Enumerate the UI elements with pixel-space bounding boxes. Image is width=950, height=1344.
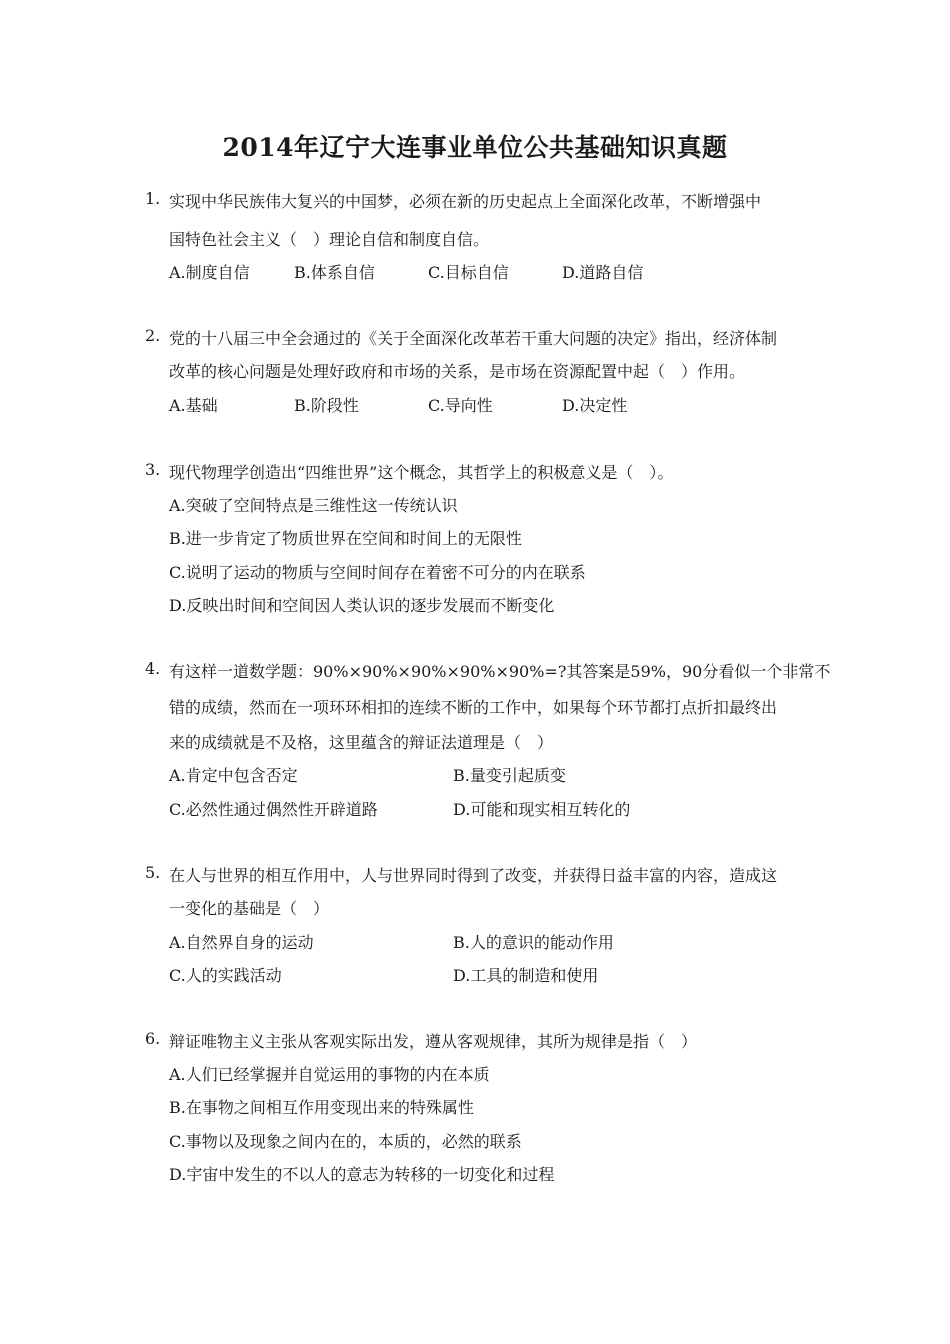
question-line: 来的成绩就是不及格，这里蕴含的辩证法道理是（ ）: [169, 733, 554, 752]
page-title: 2014年辽宁大连事业单位公共基础知识真题: [222, 133, 728, 162]
question-line: 国特色社会主义（ ）理论自信和制度自信。: [169, 230, 490, 249]
question-6: [145, 1029, 810, 1189]
option-b: B.阶段性: [294, 396, 359, 415]
option-d: D.道路自信: [562, 263, 644, 282]
option-a: A.制度自信: [169, 263, 250, 282]
option-c: C.目标自信: [428, 263, 509, 282]
option-d: D.决定性: [562, 396, 628, 415]
question-number: 2.: [145, 326, 161, 345]
question-3: [145, 460, 810, 620]
option-b: B.人的意识的能动作用: [453, 933, 614, 952]
option-a: A.肯定中包含否定: [169, 766, 298, 785]
option-d: D.宇宙中发生的不以人的意志为转移的一切变化和过程: [169, 1165, 555, 1184]
option-d: D.反映出时间和空间因人类认识的逐步发展而不断变化: [169, 596, 555, 615]
question-line: 改革的核心问题是处理好政府和市场的关系，是市场在资源配置中起（ ）作用。: [169, 362, 746, 381]
question-number: 5.: [145, 863, 161, 882]
question-number: 4.: [145, 659, 161, 678]
option-a: A.自然界自身的运动: [169, 933, 314, 952]
question-number: 1.: [145, 189, 161, 208]
option-c: C.说明了运动的物质与空间时间存在着密不可分的内在联系: [169, 563, 586, 582]
option-b: B.在事物之间相互作用变现出来的特殊属性: [169, 1098, 474, 1117]
question-line: 错的成绩，然而在一项环环相扣的连续不断的工作中，如果每个环节都打点折扣最终出: [169, 698, 778, 717]
question-4: [145, 659, 831, 819]
option-a: A.基础: [169, 396, 218, 415]
option-b: B.体系自信: [294, 263, 375, 282]
question-5: [145, 863, 810, 993]
option-d: D.工具的制造和使用: [453, 966, 599, 985]
question-line: 辩证唯物主义主张从客观实际出发，遵从客观规律，其所为规律是指（ ）: [169, 1032, 698, 1051]
question-number: 3.: [145, 460, 161, 479]
option-c: C.必然性通过偶然性开辟道路: [169, 800, 378, 819]
question-1: [145, 189, 810, 289]
question-line: 党的十八届三中全会通过的《关于全面深化改革若干重大问题的决定》指出，经济体制: [169, 329, 778, 348]
option-b: B.量变引起质变: [453, 766, 566, 785]
question-2: [145, 326, 810, 426]
question-line: 实现中华民族伟大复兴的中国梦，必须在新的历史起点上全面深化改革，不断增强中: [169, 192, 762, 211]
option-b: B.进一步肯定了物质世界在空间和时间上的无限性: [169, 529, 522, 548]
option-a: A.人们已经掌握并自觉运用的事物的内在本质: [169, 1065, 490, 1084]
question-number: 6.: [145, 1029, 161, 1048]
option-d: D.可能和现实相互转化的: [453, 800, 631, 819]
question-line: 现代物理学创造出“四维世界”这个概念，其哲学上的积极意义是（ ）。: [169, 463, 674, 482]
question-line: 一变化的基础是（ ）: [169, 899, 330, 918]
option-c: C.导向性: [428, 396, 493, 415]
option-c: C.人的实践活动: [169, 966, 282, 985]
question-line: 在人与世界的相互作用中，人与世界同时得到了改变，并获得日益丰富的内容，造成这: [169, 866, 778, 885]
question-line: 有这样一道数学题：90%×90%×90%×90%×90%=?其答案是59%，90分看似一个非常不: [169, 662, 831, 681]
option-c: C.事物以及现象之间内在的，本质的，必然的联系: [169, 1132, 522, 1151]
option-a: A.突破了空间特点是三维性这一传统认识: [169, 496, 458, 515]
